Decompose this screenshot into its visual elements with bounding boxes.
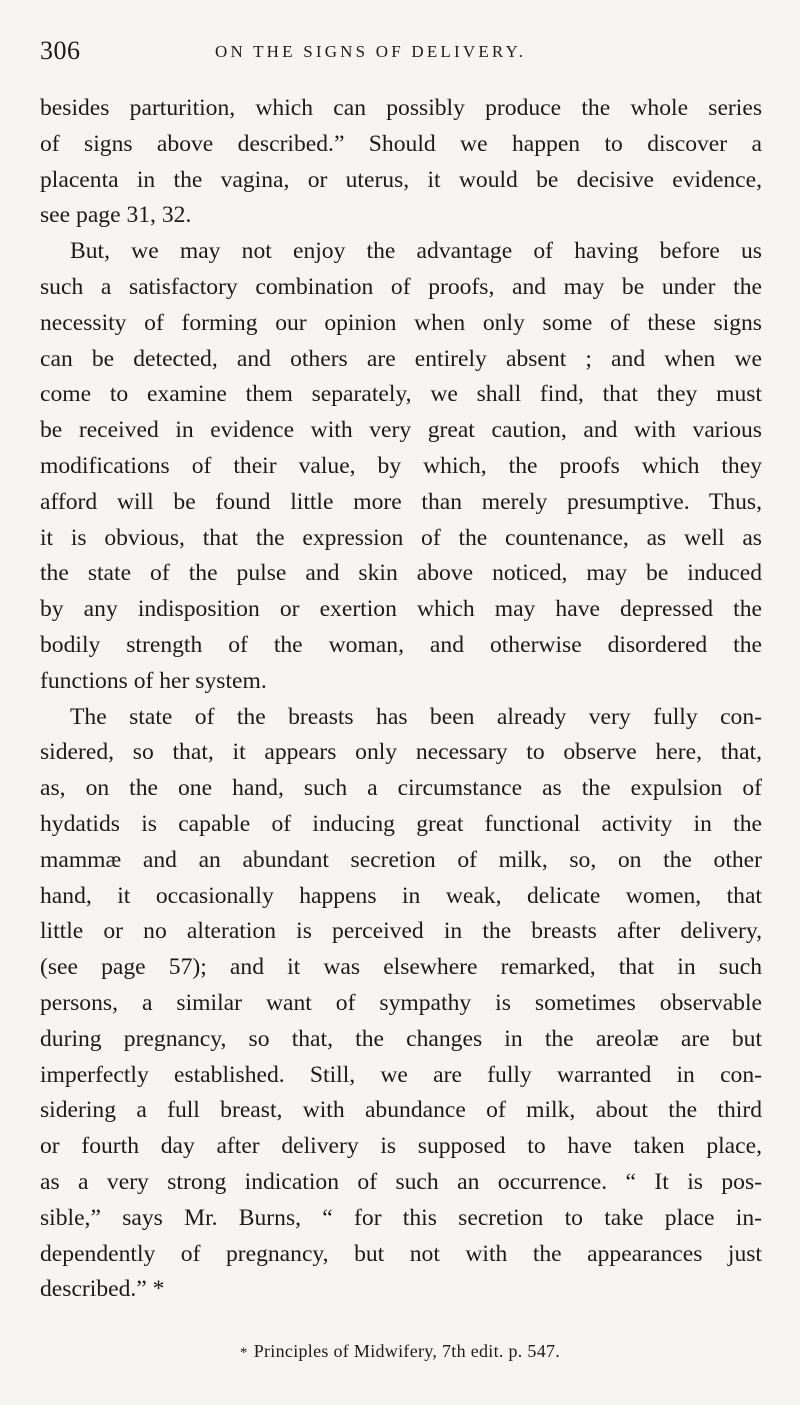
text-line: of signs above described.” Should we happen to discover a [40, 130, 762, 157]
text-line: such a satisfactory combination of proofs, and may be under the [40, 273, 762, 300]
text-line: see page 31, 32. [40, 202, 192, 229]
text-line: come to examine them separately, we shall find, that they must [40, 381, 762, 408]
paragraph-2 [40, 234, 762, 699]
text-line: besides parturition, which can possibly produce the whole series [40, 95, 762, 121]
text-line: the state of the pulse and skin above noticed, may be induced [40, 560, 762, 587]
footnote-text: Principles of Midwifery, 7th edit. p. 547. [253, 1341, 561, 1361]
footnote-marker: * [239, 1345, 248, 1361]
paragraph-3 [40, 700, 762, 1309]
page-number: 306 [40, 36, 81, 65]
text-line: hydatids is capable of inducing great functional activity in the [40, 810, 762, 837]
text-line: afford will be found little more than merely presumptive. Thus, [40, 488, 762, 515]
text-line: (see page 57); and it was elsewhere remarked, that in such [40, 954, 762, 981]
text-line: be received in evidence with very great caution, and with various [40, 417, 762, 444]
running-title: ON THE SIGNS OF DELIVERY. [215, 42, 527, 61]
text-line: sidering a full breast, with abundance of milk, about the third [40, 1097, 762, 1124]
text-line: during pregnancy, so that, the changes in the areolæ are but [40, 1025, 762, 1052]
footnote [0, 1341, 800, 1362]
text-line: sidered, so that, it appears only necessary to observe here, that, [40, 739, 762, 766]
text-line: little or no alteration is perceived in the breasts after delivery, [40, 918, 762, 945]
text-line: as, on the one hand, such a circumstance as the expulsion of [40, 775, 762, 802]
text-line: described.” * [40, 1276, 165, 1303]
text-line: modifications of their value, by which, the proofs which they [40, 452, 762, 479]
body-text [40, 91, 762, 1308]
text-line: functions of her system. [40, 667, 267, 694]
text-line: as a very strong indication of such an occurrence. “ It is pos- [40, 1168, 762, 1195]
text-line: placenta in the vagina, or uterus, it would be decisive evidence, [40, 166, 762, 193]
running-head [40, 36, 760, 66]
text-line: But, we may not enjoy the advantage of having before us [70, 238, 762, 265]
text-line: can be detected, and others are entirely absent ; and when we [40, 345, 762, 372]
text-line: dependently of pregnancy, but not with the appearances just [40, 1240, 762, 1267]
text-line: hand, it occasionally happens in weak, delicate women, that [40, 882, 762, 909]
text-line: imperfectly established. Still, we are fully warranted in con- [40, 1061, 762, 1088]
text-line: or fourth day after delivery is supposed to have taken place, [40, 1133, 762, 1160]
text-line: The state of the breasts has been already very fully con- [70, 703, 762, 730]
text-line: by any indisposition or exertion which may have depressed the [40, 596, 762, 623]
text-line: mammæ and an abundant secretion of milk, so, on the other [40, 846, 762, 873]
text-line: it is obvious, that the expression of the countenance, as well as [40, 524, 762, 551]
text-line: necessity of forming our opinion when only some of these signs [40, 309, 762, 336]
text-line: persons, a similar want of sympathy is sometimes observable [40, 989, 762, 1016]
paragraph-1 [40, 91, 762, 234]
text-line: sible,” says Mr. Burns, “ for this secretion to take place in- [40, 1204, 762, 1231]
text-line: bodily strength of the woman, and otherwise disordered the [40, 631, 762, 658]
